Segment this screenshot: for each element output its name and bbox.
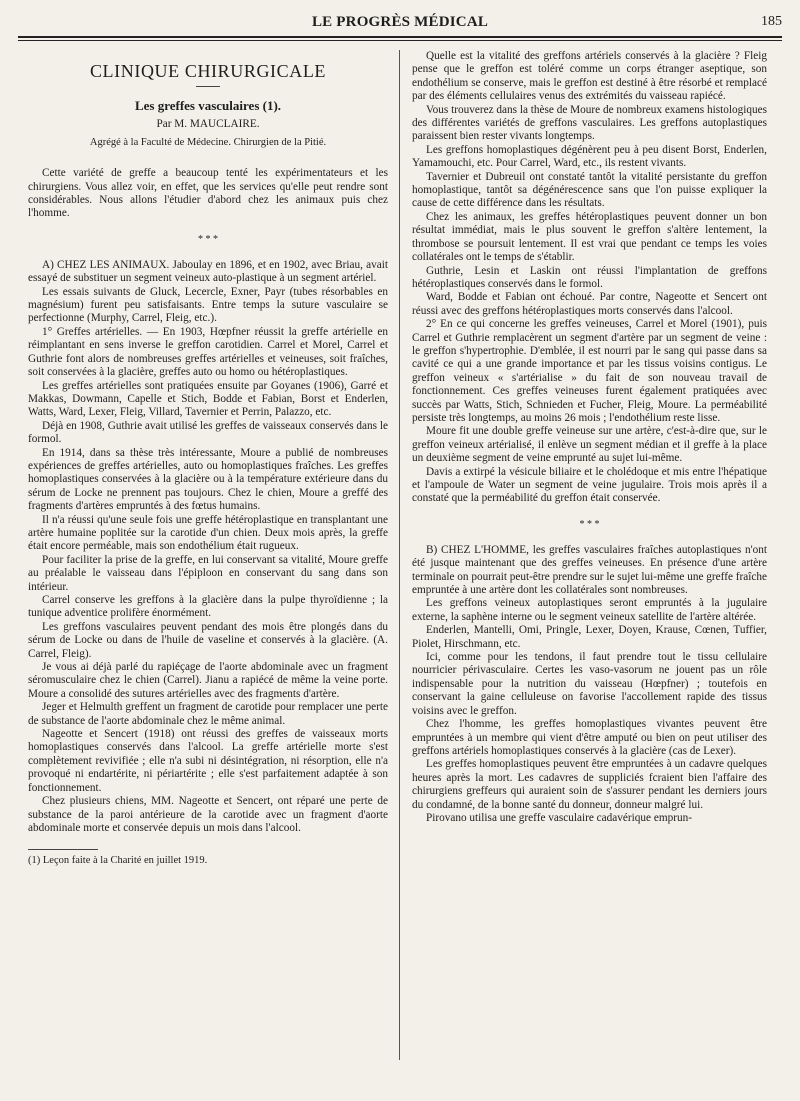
paragraph: Jeger et Helmulth greffent un fragment de carotide pour remplacer une perte de substance de l'aorte abdominale chez le même animal. [28, 701, 388, 727]
footnote-rule [28, 849, 98, 850]
section-title: CLINIQUE CHIRURGICALE [89, 61, 327, 81]
paragraph: Les greffes artérielles sont pratiquées ensuite par Goyanes (1906), Garré et Makkas, Dowmann, Capelle et Stich, Bodde et Fabian, Borst et Enderlen, Watts, Ward, Lexer, Fleig, Villard, Tavernier et Perrin, Palazzo, etc. [28, 379, 388, 419]
paragraph: Déjà en 1908, Guthrie avait utilisé les greffes de vaisseaux conservés dans le formol. [28, 419, 388, 446]
footnote: (1) Leçon faite à la Charité en juillet 1919. [28, 855, 208, 867]
right-column [412, 50, 767, 825]
paragraph: Je vous ai déjà parlé du rapiéçage de l'aorte abdominale avec un fragment séromusculaire chez le chien (Carrel). Jianu a rapiécé de même la veine porte. Moure a consolidé des sutures artérielles avec des fragments d'artère. [28, 661, 388, 700]
paragraph: Les essais suivants de Gluck, Lecercle, Exner, Payr (tubes résorbables en magnésium) furent peu satisfaisants. Entre temps la suture vasculaire se perfectionne (Murphy, Carrel, Fleig, etc.). [28, 285, 388, 325]
paragraph: En 1914, dans sa thèse très intéressante, Moure a publié de nombreuses expériences de greffes artérielles, auto ou homoplastiques fraîches. Les greffes homoplastiques conservées à la glacière ou à la température extérieure dans du sérum de Locke ne prennent pas toujours. Chez le chien, Moure a greffé des fragments d'artères empruntés à des fœtus humains. [28, 446, 388, 513]
paragraph: Enderlen, Mantelli, Omi, Pringle, Lexer, Doyen, Krause, Cœnen, Tuffier, Piolet, Hirschmann, etc. [412, 624, 767, 650]
article-title: Les greffes vasculaires (1). [134, 98, 282, 113]
section-separator: * * * [579, 518, 600, 530]
paragraph: Vous trouverez dans la thèse de Moure de nombreux examens histologiques des différentes variétés de greffons vasculaires. Les greffons autoplastiques paraissent bien rester vivants longtemps. [412, 103, 767, 143]
paragraph: 2° En ce qui concerne les greffes veineuses, Carrel et Morel (1901), puis Carrel et Guthrie remplacèrent un segment d'artère par un segment de veine : le greffon s'hypertrophie. D'emblée, il est nourri par le sang qui passe dans sa cavité ce qui a une grande importance et par les tissus voisins contigus. Le greffon veineux « s'artérialise » du fait de son nouveau travail de fonctionnement. Ces greffes veineuses furent également pratiquées avec succès par Watts, Stich, Schnieden et Fucher, Fleig, Moure. La perméabilité persiste très longtemps, au moins 26 mois ; l'endothélium reste lisse. [412, 318, 767, 424]
paragraph: Pour faciliter la prise de la greffe, en lui conservant sa vitalité, Moure greffe au préalable le vaisseau dans l'épiploon en conservant du sang dans son intérieur. [28, 553, 388, 593]
paragraph: Les greffes homoplastiques peuvent être empruntées à un cadavre quelques heures après la mort. Les cadavres de suppliciés fcraient bien l'affaire des chirurgiens greffeurs qui auraient soin de s'assurer pendant les derniers jours du condamné, de la bonne santé du donneur, donneur malgré lui. [412, 758, 767, 811]
paragraph: Carrel conserve les greffons à la glacière dans la pulpe thyroïdienne ; la tunique adventice prolifère énormément. [28, 594, 388, 620]
paragraph: 1° Greffes artérielles. — En 1903, Hœpfner réussit la greffe artérielle en réimplantant en sens inverse le greffon carotidien. Carrel et Morel, Carrel et Guthrie font alors de nombreuses greffes artérielles et veineuses, soit fraîches, soit conservées à la glacière, greffes auto ou homo ou hétéroplastiques. [28, 325, 388, 379]
header-rule-thin [18, 40, 782, 41]
paragraph: Davis a extirpé la vésicule biliaire et le cholédoque et mis entre l'hépatique et l'ampoule de Water un segment de veine jugulaire. Trois mois après il a constaté que la perméabilité du greffon était conservée. [412, 465, 767, 505]
page-number: 185 [761, 14, 782, 29]
section-separator: * * * [198, 233, 218, 245]
left-column [28, 50, 388, 868]
header-rule-thick [18, 36, 782, 38]
paragraph: Chez plusieurs chiens, MM. Nageotte et Sencert, ont réparé une perte de substance de la paroi antérieure de la carotide avec un fragment d'aorte abdominale morte et conservée depuis un mois dans l'alcool. [28, 795, 388, 834]
paragraph: Nageotte et Sencert (1918) ont réussi des greffes de vaisseaux morts homoplastiques conservés dans l'alcool. La greffe artérielle morte s'est complètement revivifiée ; elle n'a subi ni désintégration, ni résorption, elle n'a provoqué ni endartérite, ni périartérite ; elle s'est parfaitement adaptée à son fonctionnement. [28, 728, 388, 794]
paragraph: Les greffons vasculaires peuvent pendant des mois être plongés dans du sérum de Locke ou dans de l'huile de vaseline et conservés à la glacière. (A. Carrel, Fleig). [28, 620, 388, 660]
paragraph: Quelle est la vitalité des greffons artériels conservés à la glacière ? Fleig pense que le greffon est toléré comme un corps étranger aseptique, son endothélium se conserve, mais le greffon est destiné à être résorbé et remplacé par des éléments cellulaires venus des extrémités du vaisseau rapiécé. [412, 50, 767, 103]
paragraph: Cette variété de greffe a beaucoup tenté les expérimentateurs et les chirurgiens. Vous allez voir, en effet, que les services qu'elle peut rendre sont considérables. Nous allons l'étudier d'abord chez les animaux puis chez l'homme. [28, 167, 388, 220]
paragraph: B) CHEZ L'HOMME, les greffes vasculaires fraîches autoplastiques n'ont été jusque maintenant que des greffes veineuses. En présence d'une artère terminale on pourrait peut-être prendre sur le sujet lui-même une greffe fraîche empruntée à une artère dont les collatérales sont nombreuses. [412, 543, 767, 597]
paragraph: Ward, Bodde et Fabian ont échoué. Par contre, Nageotte et Sencert ont réussi avec des greffons hétéroplastiques morts conservés dans l'alcool. [412, 291, 767, 317]
paragraph: Ici, comme pour les tendons, il faut prendre tout le tissu cellulaire nourricier périvasculaire. Certes les vaso-vasorum ne jouent pas un rôle indispensable pour la nutrition du vaisseau (Hœpfner) ; toutefois en conservant la gaine celluleuse on favorise l'accollement rapide des tissus voisins avec le greffon. [412, 651, 767, 717]
paragraph: Chez les animaux, les greffes hétéroplastiques peuvent donner un bon résultat immédiat, mais le plus souvent le greffon s'altère lentement, la thrombose se poursuit lentement. Il est vrai que pendant ce temps les voies collatérales ont le temps de s'établir. [412, 210, 767, 264]
paragraph: Tavernier et Dubreuil ont constaté tantôt la vitalité persistante du greffon homoplastique, tantôt sa dégénérescence sans que l'on puisse expliquer la cause de cette différence dans les résultats. [412, 170, 767, 210]
journal-title: LE PROGRÈS MÉDICAL [311, 14, 489, 30]
author-affiliation: Agrégé à la Faculté de Médecine. Chirurgien de la Pitié. [89, 136, 327, 148]
paragraph: Les greffons veineux autoplastiques seront empruntés à la jugulaire externe, la saphène interne ou le segment veineux satellite de l'artère altérée. [412, 597, 767, 623]
paragraph: Pirovano utilisa une greffe vasculaire cadavérique emprun- [426, 811, 692, 824]
paragraph: Guthrie, Lesin et Laskin ont réussi l'implantation de greffons hétéroplastiques conservés dans le formol. [412, 264, 767, 290]
author-line: Par M. MAUCLAIRE. [156, 118, 260, 131]
title-rule [196, 86, 220, 87]
paragraph: Moure fit une double greffe veineuse sur une artère, c'est-à-dire que, sur le greffon veineux artérialisé, il enlève un segment médian et il greffe à la place un deuxième segment de veine emprunté au sujet lui-même. [412, 425, 767, 465]
paragraph: Il n'a réussi qu'une seule fois une greffe hétéroplastique en transplantant une artère humaine poplitée sur la carotide d'un chien. Deux mois après, la greffe était encore perméable, mais son endothélium était rugueux. [28, 513, 388, 553]
paragraph: Chez l'homme, les greffes homoplastiques vivantes peuvent être empruntées à un membre qui vient d'être amputé ou bien on peut utiliser des greffons artériels homoplastiques conservés à la glacière (cas de Lexer). [412, 718, 767, 757]
paragraph: Les greffons homoplastiques dégénèrent peu à peu disent Borst, Enderlen, Yamamouchi, etc. Pour Carrel, Ward, etc., ils restent vivants. [412, 143, 767, 170]
column-divider [399, 50, 400, 1060]
paragraph: A) CHEZ LES ANIMAUX. Jaboulay en 1896, et en 1902, avec Briau, avait essayé de substituer un segment veineux auto-plastique à un segment artériel. [28, 258, 388, 285]
